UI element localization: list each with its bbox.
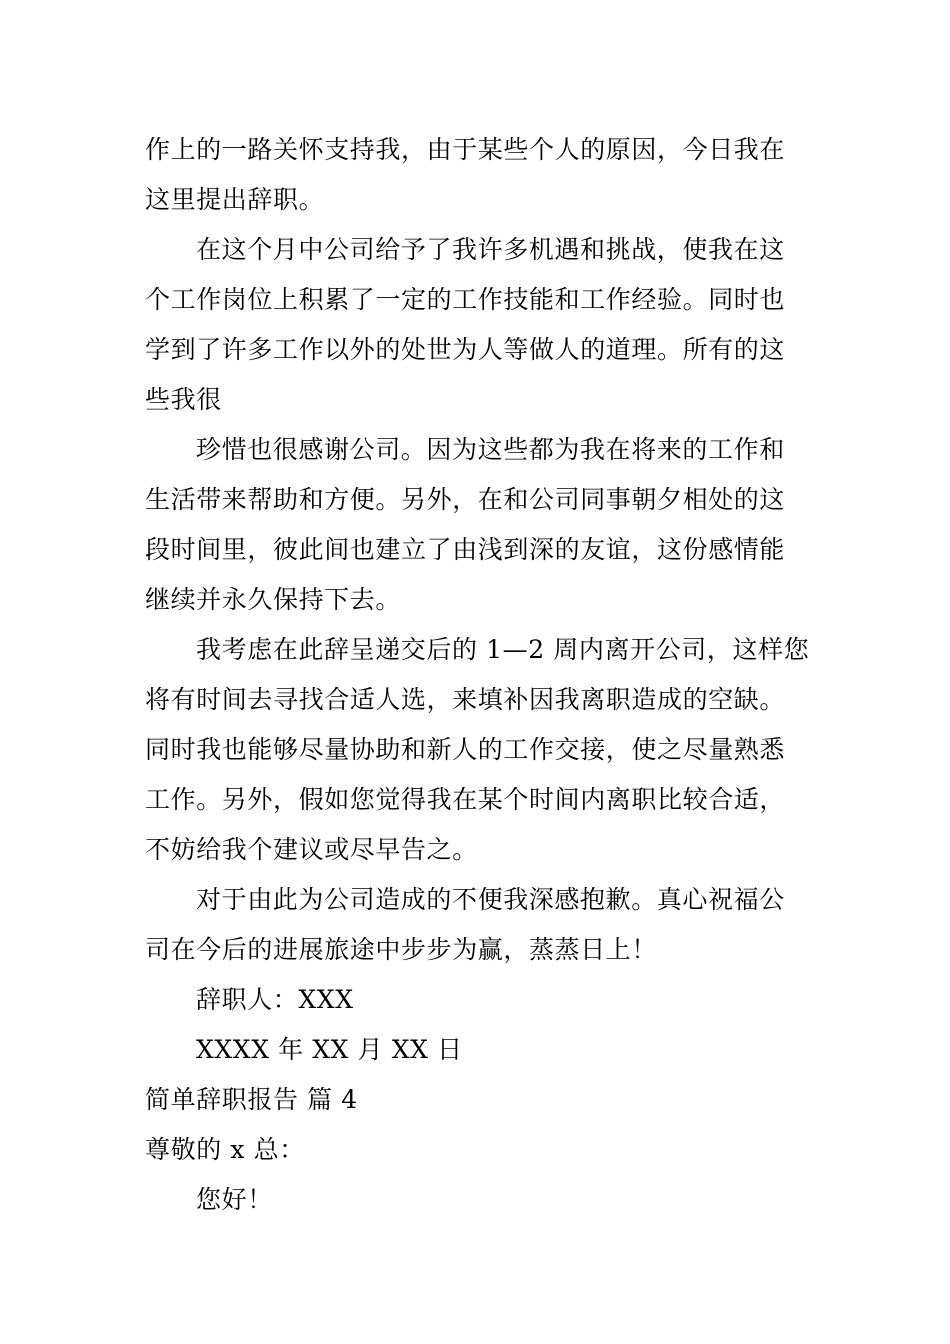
text-line: 个工作岗位上积累了一定的工作技能和工作经验。同时也 <box>145 285 786 314</box>
salutation: 尊敬的 x 总： <box>145 1135 305 1164</box>
section-heading: 简单辞职报告 篇 4 <box>145 1085 358 1114</box>
paragraph-start: 我考虑在此辞呈递交后的 1—2 周内离开公司，这样您 <box>196 635 810 664</box>
text-line: 这里提出辞职。 <box>145 185 325 214</box>
text-line: 些我很 <box>145 385 222 414</box>
text-line: 段时间里，彼此间也建立了由浅到深的友谊，这份感情能 <box>145 535 786 564</box>
greeting: 您好！ <box>196 1185 273 1214</box>
paragraph-start: 对于由此为公司造成的不便我深感抱歉。真心祝福公 <box>196 885 785 914</box>
signature-name: 辞职人：XXX <box>196 985 354 1014</box>
text-line: 同时我也能够尽量协助和新人的工作交接，使之尽量熟悉 <box>145 735 786 764</box>
paragraph-start: 在这个月中公司给予了我许多机遇和挑战，使我在这 <box>196 235 785 264</box>
text-line: 继续并永久保持下去。 <box>145 585 402 614</box>
text-line: 司在今后的进展旅途中步步为赢，蒸蒸日上！ <box>145 935 658 964</box>
signature-date: XXXX 年 XX 月 XX 日 <box>196 1035 463 1064</box>
text-line: 生活带来帮助和方便。另外，在和公司同事朝夕相处的这 <box>145 485 786 514</box>
text-line: 工作。另外，假如您觉得我在某个时间内离职比较合适， <box>145 785 786 814</box>
text-line: 将有时间去寻找合适人选，来填补因我离职造成的空缺。 <box>145 685 786 714</box>
text-line: 不妨给我个建议或尽早告之。 <box>145 835 478 864</box>
paragraph-start: 珍惜也很感谢公司。因为这些都为我在将来的工作和 <box>196 435 785 464</box>
text-line: 学到了许多工作以外的处世为人等做人的道理。所有的这 <box>145 335 786 364</box>
text-line: 作上的一路关怀支持我，由于某些个人的原因，今日我在 <box>145 135 786 164</box>
